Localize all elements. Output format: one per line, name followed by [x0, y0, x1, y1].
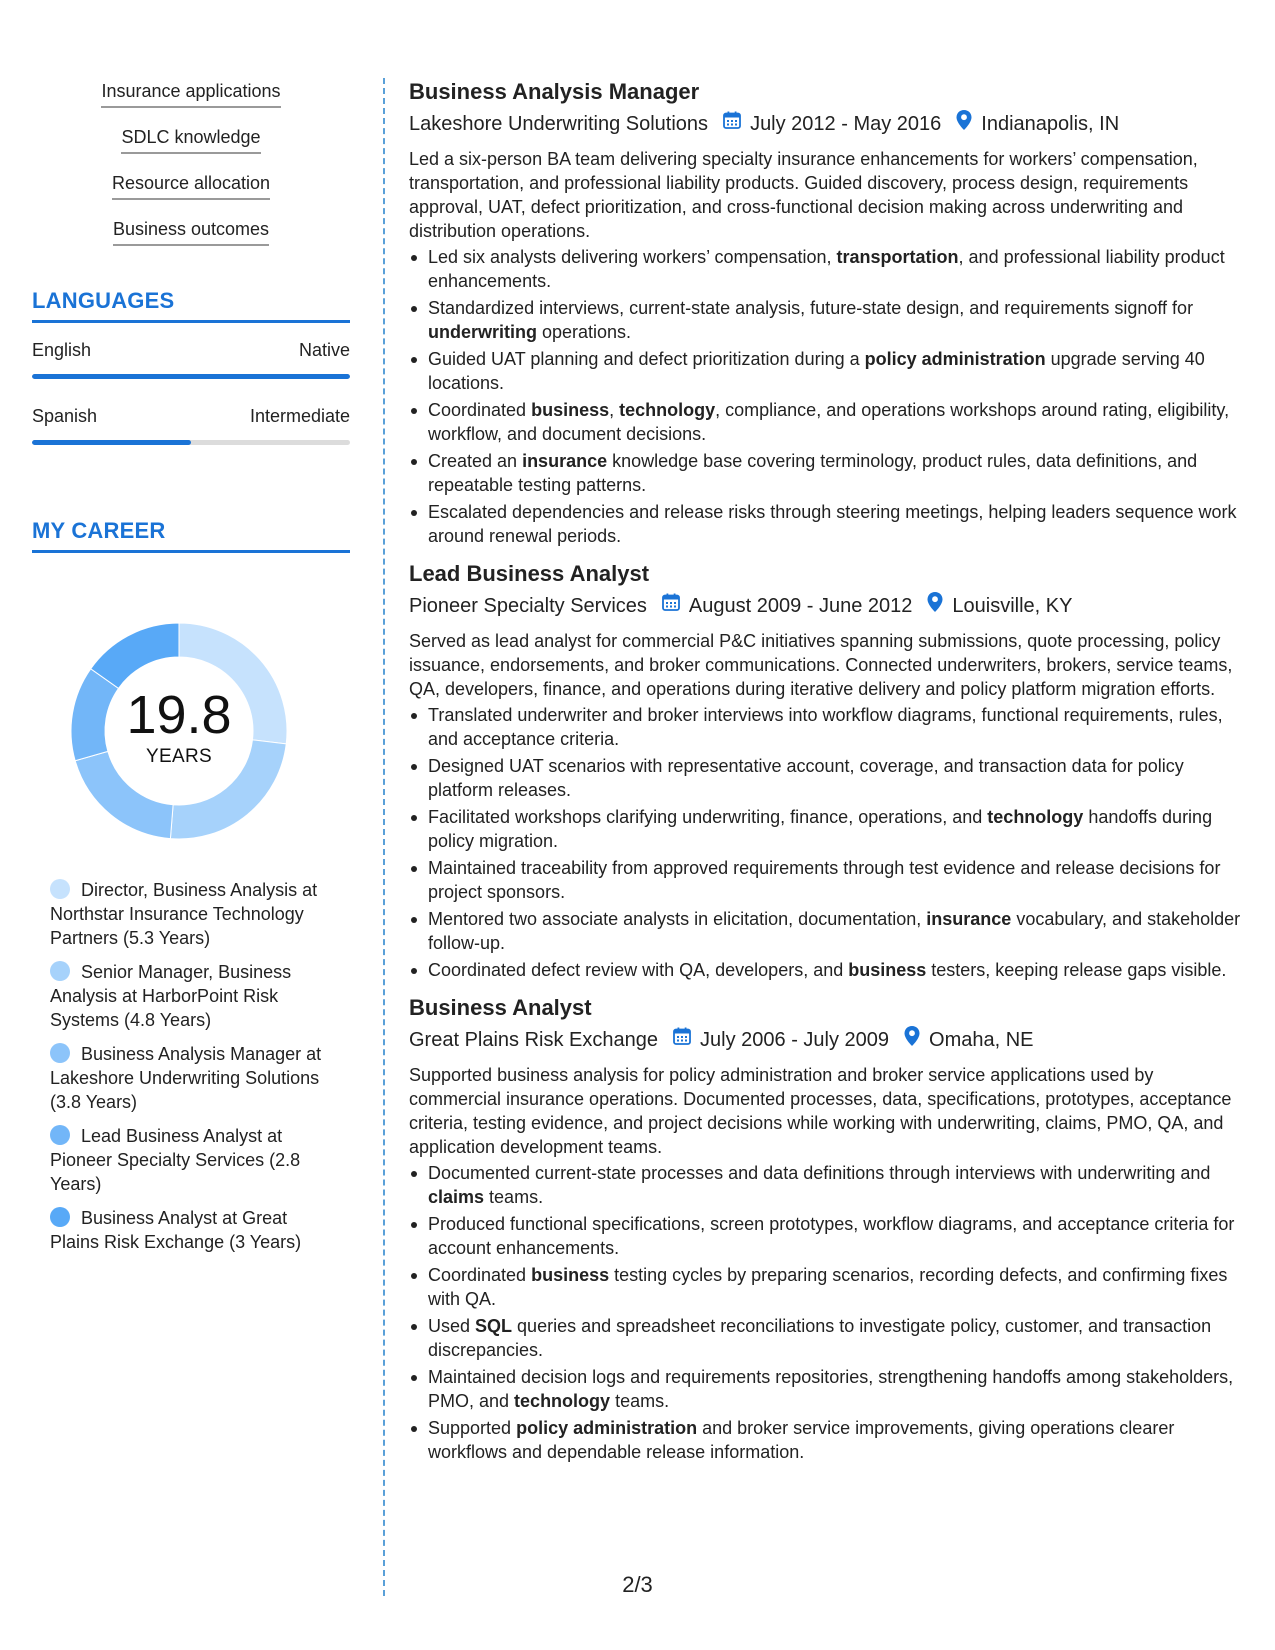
- calendar-icon: [672, 1026, 692, 1054]
- skill-item: SDLC knowledge: [121, 126, 260, 154]
- bullet-keyword: business: [531, 1265, 610, 1285]
- job-meta: [409, 109, 1244, 139]
- job-company: Great Plains Risk Exchange: [409, 1029, 659, 1051]
- bullet-text: Documented current-state processes and data definitions through interviews with underwriting and: [428, 1163, 1211, 1183]
- bullet-text: Standardized interviews, current-state analysis, future-state design, and requirements signoff for: [428, 298, 1194, 318]
- career-legend-label: Director, Business Analysis at Northstar Insurance Technology Partners (5.3 Years): [50, 880, 318, 948]
- job-bullets: [409, 703, 1244, 982]
- career-legend-label: Senior Manager, Business Analysis at HarborPoint Risk Systems (4.8 Years): [50, 962, 292, 1030]
- bullet-keyword: technology: [987, 807, 1084, 827]
- job-location: Louisville, KY: [952, 595, 1073, 617]
- bullet-text: knowledge base covering terminology, product rules, data definitions, and repeatable testing patterns.: [428, 451, 1198, 495]
- job-bullet: [409, 1365, 1244, 1413]
- job-location: Omaha, NE: [929, 1029, 1034, 1051]
- job-bullet: [409, 805, 1244, 853]
- job-bullet: [409, 1416, 1244, 1464]
- career-legend-label: Business Analyst at Great Plains Risk Exchange (3 Years): [50, 1208, 302, 1252]
- job-bullet: [409, 245, 1244, 293]
- job-title: Business Analyst: [409, 995, 592, 1020]
- column-divider: [383, 78, 385, 1596]
- job-meta: [409, 1025, 1244, 1055]
- job-bullet: [409, 449, 1244, 497]
- career-legend-label: Business Analysis Manager at Lakeshore Underwriting Solutions (3.8 Years): [50, 1044, 322, 1112]
- language-proficiency-bar: [32, 440, 350, 445]
- bullet-text: teams.: [610, 1391, 670, 1411]
- language-proficiency-fill: [32, 374, 350, 379]
- job-company: Lakeshore Underwriting Solutions: [409, 113, 709, 135]
- bullet-keyword: technology: [514, 1391, 611, 1411]
- bullet-text: Maintained traceability from approved requirements through test evidence and release decisions for project sponsors.: [428, 858, 1221, 902]
- legend-dot: [50, 961, 70, 981]
- bullet-keyword: business: [848, 960, 927, 980]
- job-description: Supported business analysis for policy administration and broker service applications used by commercial insurance operations. Documented processes, data, specifications, prototypes, acceptance criteria, testing evidence, and project decisions while working with underwriting, claims, PMO, QA, and application development teams.: [409, 1065, 1232, 1157]
- job-bullet: [409, 703, 1244, 751]
- language-name: English: [32, 340, 92, 360]
- languages-heading: LANGUAGES: [32, 288, 350, 323]
- career-total-years: 19.8: [126, 685, 232, 745]
- career-legend-item: [50, 960, 330, 1032]
- job-entry: [409, 78, 1244, 548]
- bullet-text: Led six analysts delivering workers’ compensation,: [428, 247, 837, 267]
- job-bullets: [409, 245, 1244, 548]
- skill-item: Insurance applications: [101, 80, 280, 108]
- calendar-icon: [661, 592, 681, 620]
- bullet-text: queries and spreadsheet reconciliations to investigate policy, customer, and transaction discrepancies.: [428, 1316, 1212, 1360]
- job-company: Pioneer Specialty Services: [409, 595, 647, 617]
- calendar-icon: [722, 110, 742, 138]
- bullet-text: , and professional liability product enhancements.: [428, 247, 1225, 291]
- location-pin-icon: [955, 109, 973, 139]
- bullet-text: Mentored two associate analysts in elicitation, documentation,: [428, 909, 927, 929]
- bullet-text: Created an: [428, 451, 523, 471]
- job-bullet: [409, 856, 1244, 904]
- bullet-text: Escalated dependencies and release risks through steering meetings, helping leaders sequence work around renewal periods.: [428, 502, 1237, 546]
- career-legend: [50, 878, 330, 1264]
- bullet-text: handoffs during policy migration.: [428, 807, 1213, 851]
- career-donut-chart: [66, 618, 292, 844]
- job-bullet: [409, 500, 1244, 548]
- bullet-text: testing cycles by preparing scenarios, recording defects, and confirming fixes with QA.: [428, 1265, 1228, 1309]
- bullet-text: Designed UAT scenarios with representative account, coverage, and transaction data for policy platform releases.: [428, 756, 1184, 800]
- career-legend-label: Lead Business Analyst at Pioneer Specialty Services (2.8 Years): [50, 1126, 301, 1194]
- bullet-keyword: business: [531, 400, 610, 420]
- bullet-keyword: transportation: [836, 247, 959, 267]
- skill-item: Resource allocation: [112, 172, 270, 200]
- bullet-keyword: insurance: [522, 451, 608, 471]
- bullet-text: upgrade serving 40 locations.: [428, 349, 1205, 393]
- location-pin-icon: [903, 1025, 921, 1055]
- job-bullet: [409, 398, 1244, 446]
- bullet-text: Produced functional specifications, screen prototypes, workflow diagrams, and acceptance criteria for account enhancements.: [428, 1214, 1235, 1258]
- bullet-text: , compliance, and operations workshops around rating, eligibility, workflow, and document decisions.: [428, 400, 1230, 444]
- job-dates: July 2012 - May 2016: [750, 113, 942, 135]
- bullet-text: operations.: [537, 322, 632, 342]
- bullet-text: Guided UAT planning and defect prioritization during a: [428, 349, 865, 369]
- legend-dot: [50, 1043, 70, 1063]
- job-title: Business Analysis Manager: [409, 79, 700, 104]
- legend-dot: [50, 879, 70, 899]
- bullet-text: ,: [609, 400, 620, 420]
- page-number: 2/3: [622, 1572, 653, 1597]
- bullet-text: Translated underwriter and broker interviews into workflow diagrams, functional requirements, rules, and acceptance criteria.: [428, 705, 1223, 749]
- language-level: Native: [298, 340, 350, 360]
- legend-dot: [50, 1125, 70, 1145]
- bullet-keyword: claims: [428, 1187, 485, 1207]
- career-total-unit: YEARS: [146, 746, 212, 767]
- job-description: Served as lead analyst for commercial P&C initiatives spanning submissions, quote processing, policy issuance, endorsements, and broker communications. Connected underwriters, brokers, service teams, QA, developers, finance, and operations during iterative delivery and policy platform migration efforts.: [409, 631, 1233, 699]
- bullet-text: vocabulary, and stakeholder follow-up.: [428, 909, 1241, 953]
- bullet-keyword: technology: [619, 400, 716, 420]
- career-heading: MY CAREER: [32, 518, 350, 553]
- bullet-text: Maintained decision logs and requirements repositories, strengthening handoffs among stakeholders, PMO, and: [428, 1367, 1234, 1411]
- bullet-text: and broker service improvements, giving operations clearer workflows and dependable release information.: [428, 1418, 1175, 1462]
- skill-item: Business outcomes: [113, 218, 269, 246]
- job-entry: [409, 994, 1244, 1464]
- job-title: Lead Business Analyst: [409, 561, 650, 586]
- language-row: [32, 340, 350, 361]
- legend-dot: [50, 1207, 70, 1227]
- job-bullet: [409, 754, 1244, 802]
- language-level: Intermediate: [249, 406, 350, 426]
- bullet-text: testers, keeping release gaps visible.: [926, 960, 1227, 980]
- language-proficiency-bar: [32, 374, 350, 379]
- job-bullet: [409, 958, 1244, 982]
- job-bullet: [409, 907, 1244, 955]
- bullet-keyword: SQL: [475, 1316, 513, 1336]
- career-legend-item: [50, 1206, 330, 1254]
- job-bullet: [409, 296, 1244, 344]
- language-row: [32, 406, 350, 427]
- bullet-text: Coordinated: [428, 1265, 532, 1285]
- job-dates: August 2009 - June 2012: [688, 595, 913, 617]
- job-bullets: [409, 1161, 1244, 1464]
- bullet-keyword: underwriting: [428, 322, 537, 342]
- bullet-text: Coordinated defect review with QA, developers, and: [428, 960, 849, 980]
- job-description: Led a six-person BA team delivering specialty insurance enhancements for workers’ compensation, transportation, and professional liability products. Guided discovery, process design, requirements approval, UAT, defect prioritization, and cross-functional decision making across underwriting and distribution operations.: [409, 149, 1198, 241]
- job-location: Indianapolis, IN: [981, 113, 1120, 135]
- bullet-keyword: policy administration: [864, 349, 1046, 369]
- location-pin-icon: [926, 591, 944, 621]
- job-bullet: [409, 1161, 1244, 1209]
- experience-section: [409, 78, 1244, 1476]
- bullet-keyword: insurance: [926, 909, 1012, 929]
- job-bullet: [409, 1314, 1244, 1362]
- career-legend-item: [50, 1042, 330, 1114]
- job-dates: July 2006 - July 2009: [700, 1029, 890, 1051]
- language-proficiency-fill: [32, 440, 191, 445]
- job-meta: [409, 591, 1244, 621]
- bullet-text: Coordinated: [428, 400, 532, 420]
- language-name: Spanish: [32, 406, 98, 426]
- bullet-text: Supported: [428, 1418, 517, 1438]
- job-bullet: [409, 1263, 1244, 1311]
- job-bullet: [409, 347, 1244, 395]
- skills-list: [32, 80, 350, 264]
- career-legend-item: [50, 1124, 330, 1196]
- bullet-keyword: policy administration: [516, 1418, 698, 1438]
- job-entry: [409, 560, 1244, 982]
- career-legend-item: [50, 878, 330, 950]
- bullet-text: teams.: [484, 1187, 544, 1207]
- job-bullet: [409, 1212, 1244, 1260]
- bullet-text: Facilitated workshops clarifying underwriting, finance, operations, and: [428, 807, 988, 827]
- bullet-text: Used: [428, 1316, 476, 1336]
